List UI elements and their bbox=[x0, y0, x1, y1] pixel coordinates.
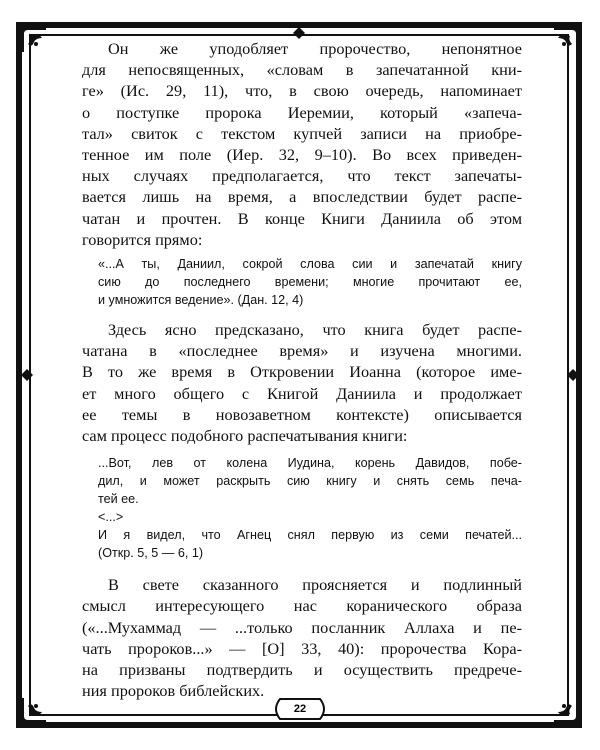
text-line: («...Мухаммад — ...только посланник Аллаха и пе- bbox=[82, 617, 522, 637]
text-line: на призваны подтвердить и осуществить предрече- bbox=[82, 660, 522, 680]
quote-line: и умножится ведение». (Дан. 12, 4) bbox=[98, 293, 304, 308]
corner-ornament-icon bbox=[552, 696, 582, 726]
left-center-ornament-icon bbox=[20, 368, 34, 382]
corner-ornament-icon bbox=[18, 24, 48, 54]
quote-daniel bbox=[98, 255, 522, 309]
text-line: сам процесс подобного распечатывания книги: bbox=[82, 426, 408, 446]
quote-line: (Откр. 5, 5 — 6, 1) bbox=[98, 546, 204, 561]
text-line: ее темы в новозаветном контексте) описывается bbox=[82, 404, 522, 424]
paragraph-quranic-image bbox=[82, 574, 522, 701]
corner-ornament-icon bbox=[18, 696, 48, 726]
text-line: вается лишь на время, а впоследствии будет распе- bbox=[82, 187, 522, 207]
quote-line: сию до последнего времени; многие прочитают ее, bbox=[98, 275, 522, 290]
text-line: В свете сказанного проясняется и подлинный bbox=[108, 575, 522, 595]
text-line: В то же время в Откровении Иоанна (которое име- bbox=[82, 362, 522, 382]
text-line: чатан и прочтен. В конце Книги Даниила об этом bbox=[82, 208, 522, 228]
quote-line: «...А ты, Даниил, сокрой слова сии и запечатай книгу bbox=[98, 257, 522, 272]
page-body bbox=[82, 38, 522, 701]
quote-line: ...Вот, лев от колена Иудина, корень Давидов, побе- bbox=[98, 456, 522, 471]
text-line: смысл интересующего нас коранического образа bbox=[82, 596, 522, 616]
corner-ornament-icon bbox=[552, 24, 582, 54]
text-line: ных случаях предполагается, что текст запечаты- bbox=[82, 166, 522, 186]
quote-line: тей ее. bbox=[98, 492, 139, 507]
quote-line: <...> bbox=[98, 510, 124, 525]
quote-line: дил, и может раскрыть сию книгу и снять семь печа- bbox=[98, 474, 522, 489]
text-line: тал» свиток с текстом купчей записи на приобре- bbox=[82, 123, 522, 143]
page-number: 22 bbox=[293, 703, 307, 715]
text-line: для непосвященных, «словам в запечатанной кни- bbox=[82, 60, 522, 80]
text-line: ет много общего с Книгой Даниила и продолжает bbox=[82, 383, 522, 403]
text-line: ге» (Ис. 29, 11), что, в свою очередь, напоминает bbox=[82, 81, 522, 101]
text-line: тенное им поле (Иер. 32, 9–10). Во всех приведен- bbox=[82, 145, 522, 165]
text-line: о поступке пророка Иеремии, который «запеча- bbox=[82, 102, 522, 122]
right-center-ornament-icon bbox=[566, 368, 580, 382]
text-line: ния пророков библейских. bbox=[82, 681, 265, 701]
paragraph-revelation bbox=[82, 319, 522, 446]
quote-revelation bbox=[98, 454, 522, 562]
text-line: говорится прямо: bbox=[82, 229, 203, 249]
quote-line: И я видел, что Агнец снял первую из семи печатей... bbox=[98, 528, 522, 543]
text-line: чать пророков...» — [О] 33, 40): пророчества Кора- bbox=[82, 638, 522, 658]
text-line: Он же уподобляет пророчество, непонятное bbox=[108, 39, 522, 58]
paragraph-prophecy-sealed bbox=[82, 38, 522, 250]
text-line: чатана в «последнее время» и изучена многими. bbox=[82, 341, 522, 361]
text-line: Здесь ясно предсказано, что книга будет распе- bbox=[108, 320, 522, 340]
